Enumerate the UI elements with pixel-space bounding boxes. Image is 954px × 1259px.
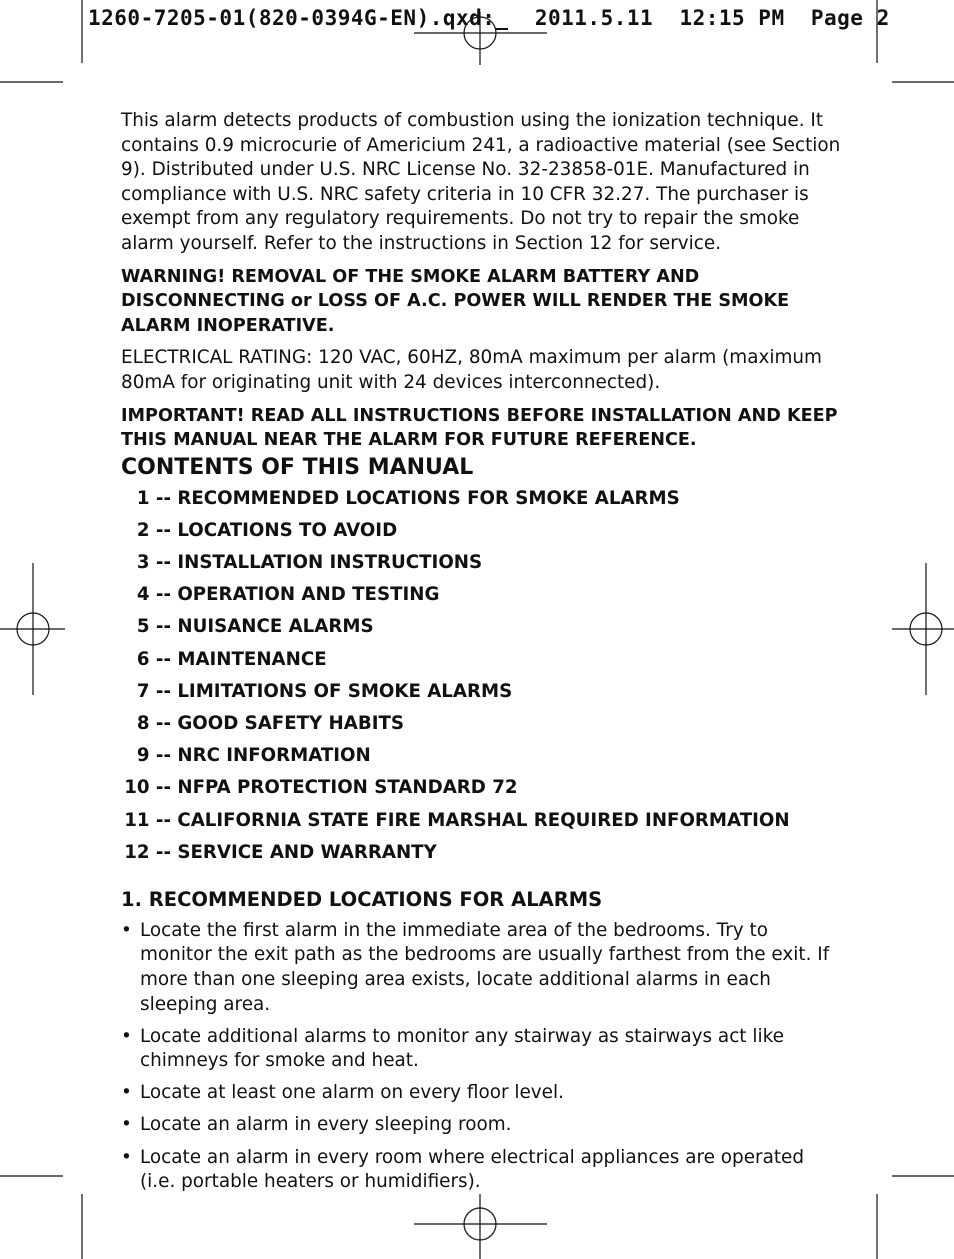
toc-item — [121, 648, 843, 672]
list-item-text: Locate the first alarm in the immediate area of the bedrooms. Try to monitor the exit path as the bedrooms are usually farthest from the exit. If more than one sleeping area exists, locate additional alarms in each sleeping area. — [140, 919, 830, 1015]
list-item — [121, 1025, 843, 1074]
registration-mark — [414, 1194, 547, 1259]
toc-label: MAINTENANCE — [177, 648, 327, 670]
contents-heading: CONTENTS OF THIS MANUAL — [121, 454, 474, 480]
bullet-icon: • — [121, 1114, 132, 1136]
toc-item — [121, 809, 843, 833]
list-item — [121, 1081, 843, 1106]
toc-number: 8 -- — [136, 713, 171, 735]
warning-notice: WARNING! REMOVAL OF THE SMOKE ALARM BATTERY AND DISCONNECTING or LOSS OF A.C. POWER WILL RENDER THE SMOKE ALARM INOPERATIVE. — [121, 266, 790, 336]
list-item-text: Locate an alarm in every room where electrical appliances are operated (i.e. portable heaters or humidifiers). — [140, 1146, 805, 1193]
toc-label: NFPA PROTECTION STANDARD 72 — [177, 777, 518, 799]
toc-number: 11 -- — [124, 809, 171, 831]
print-slug: 1260-7205-01(820-0394G-EN).qxd:_ 2011.5.11 12:15 PM Page 2 — [88, 6, 890, 30]
toc-number: 6 -- — [136, 648, 171, 670]
section-1-bullets — [121, 919, 843, 1195]
section-1-heading: 1. RECOMMENDED LOCATIONS FOR ALARMS — [121, 887, 603, 911]
registration-mark — [892, 563, 954, 695]
toc-item — [121, 776, 843, 800]
bullet-icon: • — [121, 1082, 132, 1104]
toc-label: RECOMMENDED LOCATIONS FOR SMOKE ALARMS — [177, 487, 680, 509]
toc-number: 10 -- — [124, 777, 171, 799]
toc-number: 3 -- — [136, 552, 171, 574]
important-notice: IMPORTANT! READ ALL INSTRUCTIONS BEFORE INSTALLATION AND KEEP THIS MANUAL NEAR THE ALARM FOR FUTURE REFERENCE. — [121, 405, 838, 451]
bullet-icon: • — [121, 1025, 132, 1047]
toc-number: 2 -- — [136, 519, 171, 541]
toc-label: INSTALLATION INSTRUCTIONS — [177, 552, 483, 574]
toc-label: CALIFORNIA STATE FIRE MARSHAL REQUIRED INFORMATION — [177, 809, 790, 831]
toc-item — [121, 615, 843, 639]
list-item — [121, 1113, 843, 1138]
toc-label: LOCATIONS TO AVOID — [177, 519, 398, 541]
toc-label: NRC INFORMATION — [177, 745, 371, 767]
bullet-icon: • — [121, 1146, 132, 1168]
list-item-text: Locate additional alarms to monitor any stairway as stairways act like chimneys for smoke and heat. — [140, 1025, 784, 1072]
toc-item — [121, 680, 843, 704]
toc-number: 1 -- — [136, 487, 171, 509]
manual-page — [121, 109, 843, 1202]
toc-number: 9 -- — [136, 745, 171, 767]
table-of-contents — [121, 487, 843, 865]
list-item-text: Locate at least one alarm on every floor level. — [140, 1082, 564, 1104]
toc-number: 5 -- — [136, 616, 171, 638]
toc-item — [121, 841, 843, 865]
toc-item — [121, 487, 843, 511]
intro-paragraph: This alarm detects products of combustion using the ionization technique. It contains 0.9 microcurie of Americium 241, a radioactive material (see Section 9). Distributed under U.S. NRC License No. 32-23858-01E. Manufactured in compliance with U.S. NRC safety criteria in 10 CFR 32.27. The purchaser is exempt from any regulatory requirements. Do not try to repair the smoke alarm yourself. Refer to the instructions in Section 12 for service. — [121, 110, 841, 254]
toc-item — [121, 551, 843, 575]
list-item — [121, 919, 843, 1017]
electrical-rating: ELECTRICAL RATING: 120 VAC, 60HZ, 80mA maximum per alarm (maximum 80mA for originating unit with 24 devices interconnected). — [121, 347, 822, 393]
toc-number: 4 -- — [136, 584, 171, 606]
toc-number: 12 -- — [124, 841, 171, 863]
toc-number: 7 -- — [136, 680, 171, 702]
toc-label: OPERATION AND TESTING — [177, 584, 440, 606]
toc-item — [121, 744, 843, 768]
toc-item — [121, 712, 843, 736]
bullet-icon: • — [121, 919, 132, 941]
toc-label: GOOD SAFETY HABITS — [177, 713, 404, 735]
toc-label: SERVICE AND WARRANTY — [177, 841, 437, 863]
toc-item — [121, 519, 843, 543]
list-item — [121, 1146, 843, 1195]
toc-item — [121, 583, 843, 607]
toc-label: NUISANCE ALARMS — [177, 616, 374, 638]
registration-mark — [0, 563, 65, 695]
toc-label: LIMITATIONS OF SMOKE ALARMS — [177, 680, 513, 702]
list-item-text: Locate an alarm in every sleeping room. — [140, 1114, 512, 1136]
